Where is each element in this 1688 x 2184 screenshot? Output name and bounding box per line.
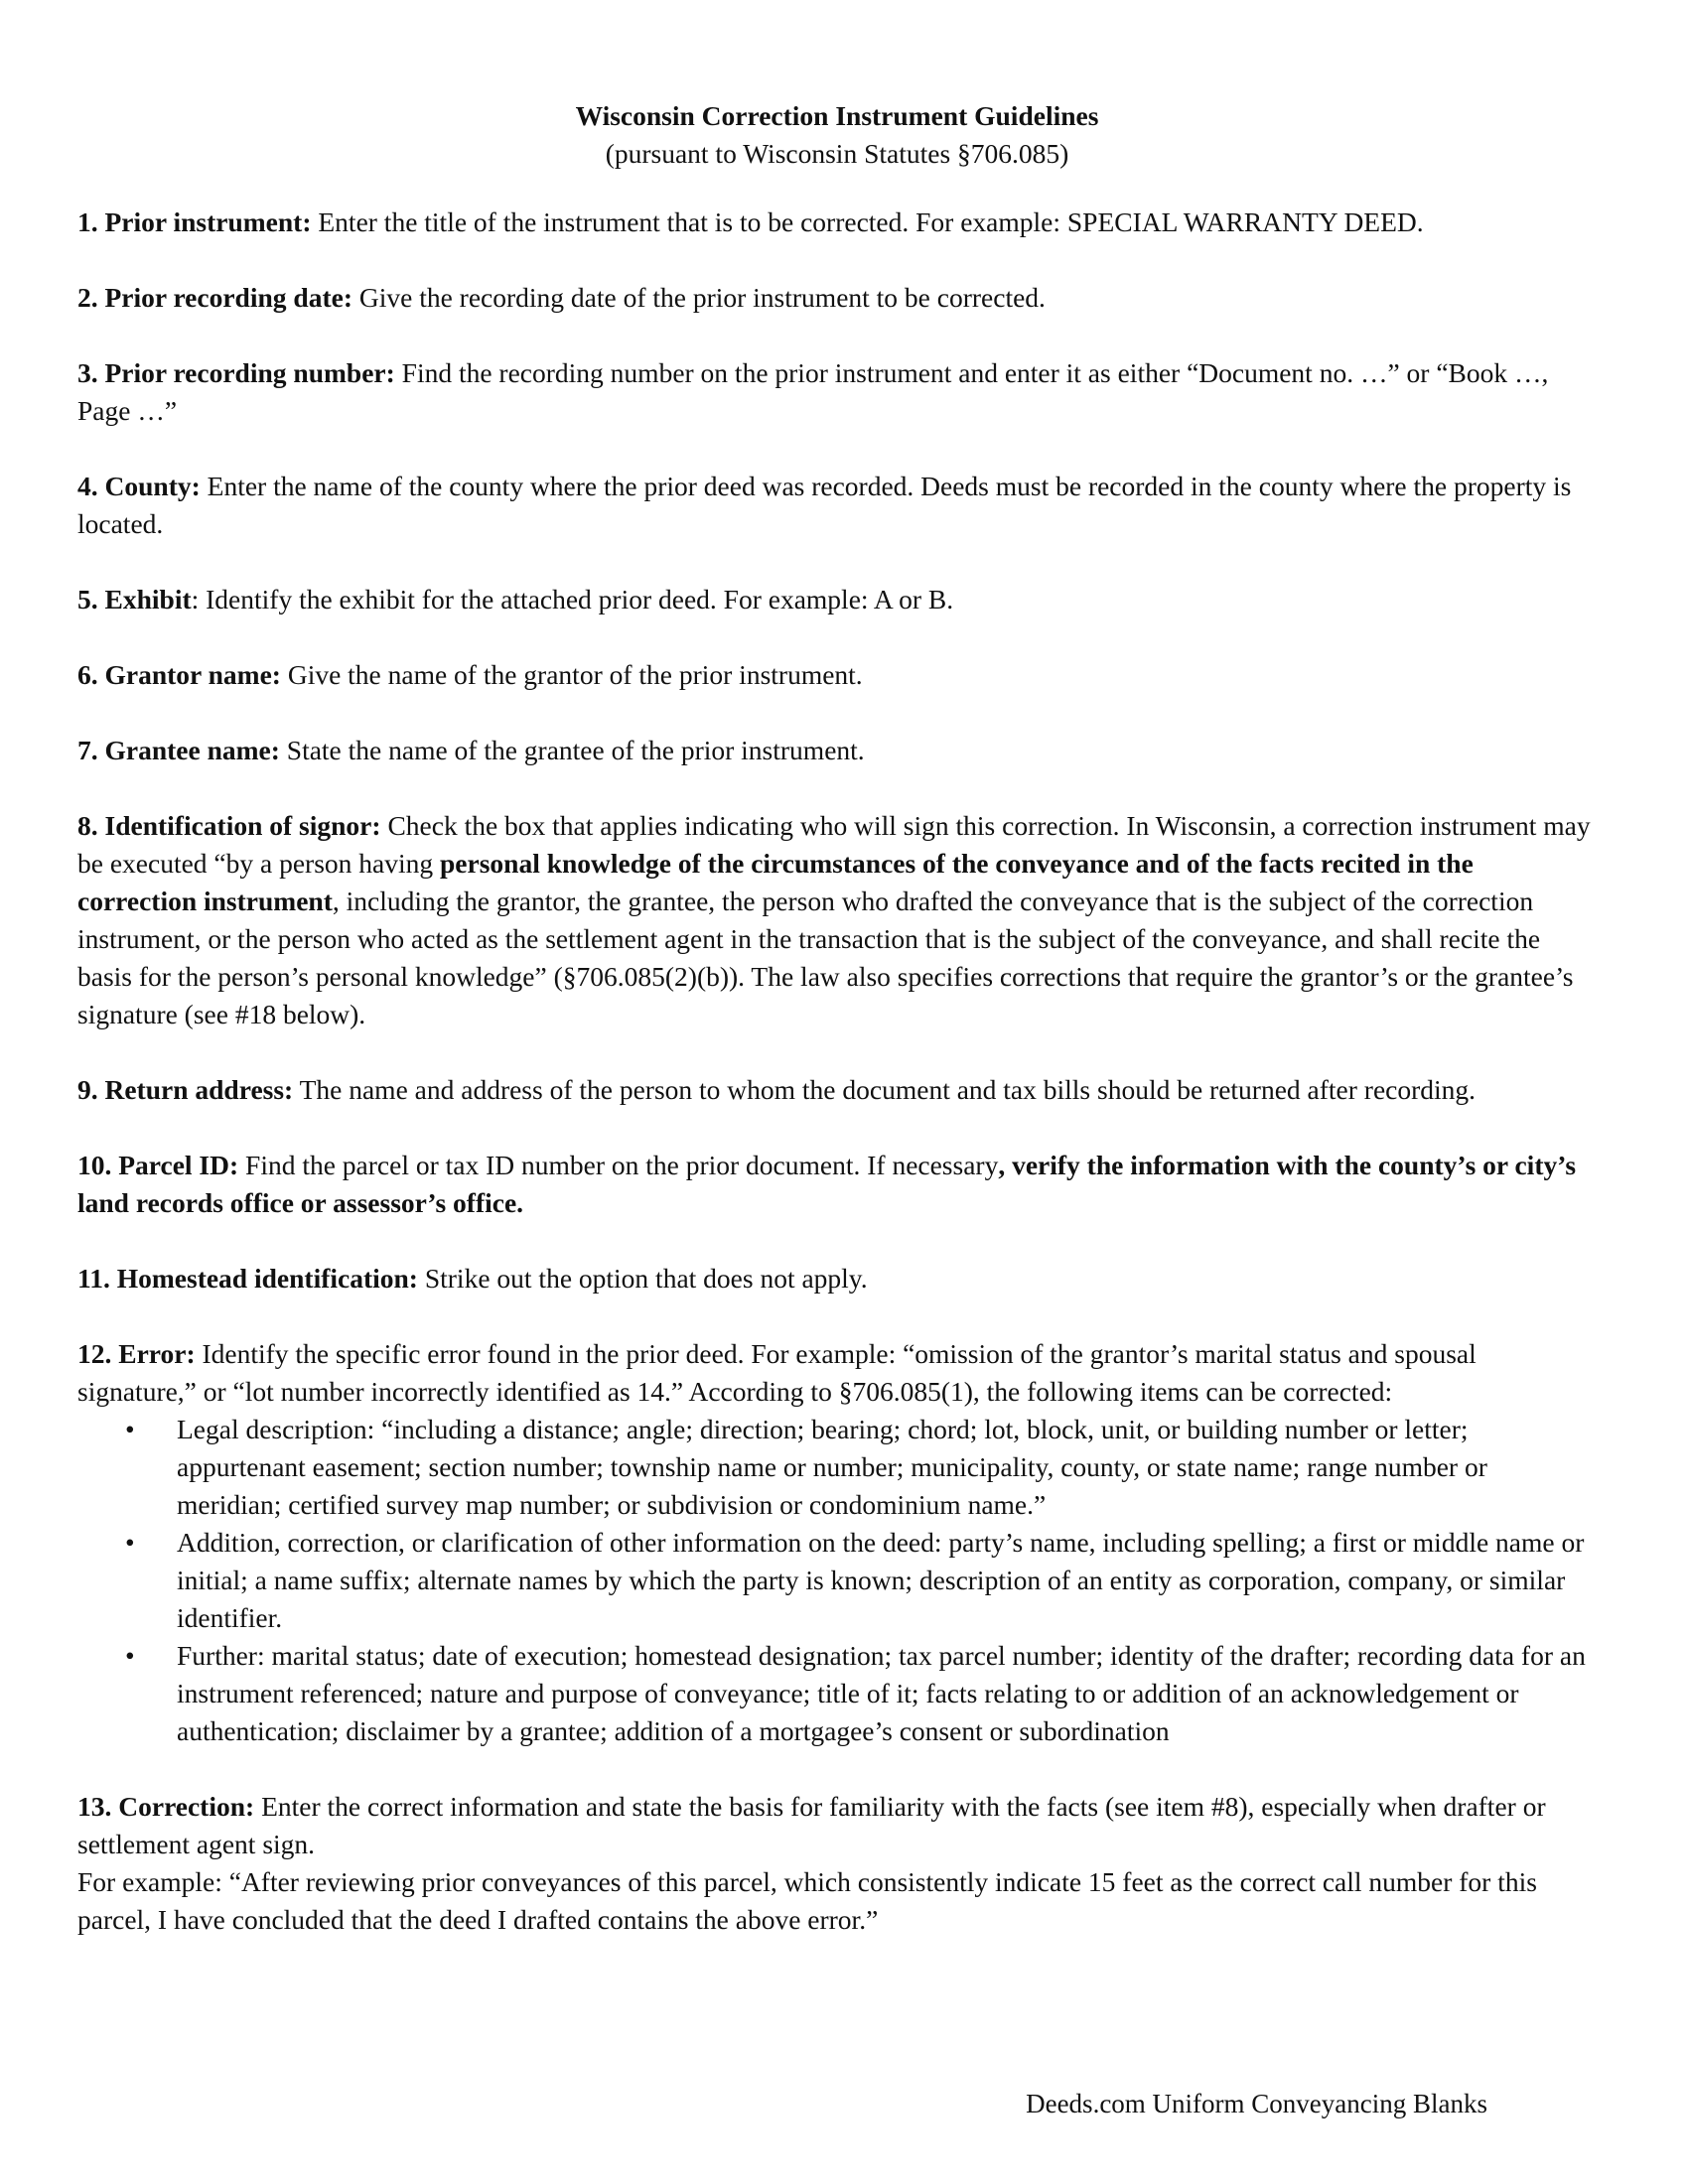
item-text: State the name of the grantee of the prior instrument.	[279, 735, 865, 765]
item-label: 2. Prior recording date:	[77, 282, 352, 313]
guideline-item-4	[77, 468, 1597, 543]
item-text: Enter the title of the instrument that is to be corrected. For example: SPECIAL WARRANTY DEED.	[311, 206, 1424, 237]
item-label: 13. Correction:	[77, 1791, 255, 1822]
guideline-item-5	[77, 581, 1597, 618]
item-text: Check the box that applies indicating who will sign this correction. In Wisconsin, a correction instrument may be executed “by a person having	[77, 810, 1591, 879]
footer-credit: Deeds.com Uniform Conveyancing Blanks	[1026, 2089, 1487, 2118]
item-label: 3. Prior recording number:	[77, 357, 395, 388]
item-label: 5. Exhibit	[77, 584, 192, 614]
item-text: Give the recording date of the prior instrument to be corrected.	[352, 282, 1046, 313]
item-text: Find the recording number on the prior instrument and enter it as either “Document no. …” or “Book …, Page …”	[77, 357, 1549, 426]
guideline-item-9	[77, 1071, 1597, 1109]
guideline-item-11	[77, 1260, 1597, 1297]
correctable-items-list	[77, 1411, 1597, 1750]
guideline-item-7	[77, 732, 1597, 769]
item-text: Strike out the option that does not apply.	[417, 1263, 868, 1294]
guideline-item-1	[77, 204, 1597, 241]
item-text: The name and address of the person to whom the document and tax bills should be returned after recording.	[293, 1074, 1477, 1105]
document-body	[77, 97, 1597, 1939]
guideline-item-2	[77, 279, 1597, 317]
item-example: For example: “After reviewing prior conveyances of this parcel, which consistently indicate 15 feet as the correct call number for this parcel, I have concluded that the deed I drafted contains the above error.”	[77, 1866, 1537, 1935]
document-subtitle: (pursuant to Wisconsin Statutes §706.085)	[605, 138, 1069, 169]
item-label: 8. Identification of signor:	[77, 810, 381, 841]
guideline-item-8	[77, 807, 1597, 1033]
guideline-item-13	[77, 1788, 1597, 1939]
item-text: Find the parcel or tax ID number on the prior document. If necessary	[238, 1150, 999, 1180]
item-label: 7. Grantee name:	[77, 735, 280, 765]
list-item: • Further: marital status; date of execution; homestead designation; tax parcel number; identity of the drafter; recording data for an instrument referenced; nature and purpose of conveyance; title of it; facts relating to or addition of an acknowledgement or authentication; disclaimer by a grantee; addition of a mortgagee’s consent or subordination	[77, 1637, 1597, 1750]
item-emphasis: , verify the information with the county’s or city’s land records office or assessor’s office.	[77, 1150, 1577, 1218]
title-block	[77, 97, 1597, 173]
item-text: Enter the correct information and state the basis for familiarity with the facts (see item #8), especially when drafter or settlement agent sign.	[77, 1791, 1546, 1859]
item-label: 9. Return address:	[77, 1074, 294, 1105]
item-label: 6. Grantor name:	[77, 659, 281, 690]
item-emphasis: personal knowledge of the circumstances of the conveyance and of the facts recited in the correction instrument	[77, 848, 1474, 916]
guideline-item-10	[77, 1147, 1597, 1222]
item-text: , including the grantor, the grantee, the person who drafted the conveyance that is the subject of the correction instrument, or the person who acted as the settlement agent in the transaction that is the subject of the conveyance, and shall recite the basis for the person’s personal knowledge” (§706.085(2)(b)). The law also specifies corrections that require the grantor’s or the grantee’s signature (see #18 below).	[77, 886, 1574, 1029]
item-label: 11. Homestead identification:	[77, 1263, 418, 1294]
item-label: 4. County:	[77, 471, 201, 501]
document-title: Wisconsin Correction Instrument Guidelines	[575, 100, 1099, 131]
item-text: Identify the specific error found in the prior deed. For example: “omission of the grantor’s marital status and spousal signature,” or “lot number incorrectly identified as 14.” According to §706.085(1), the following items can be corrected:	[77, 1338, 1477, 1407]
item-paragraph	[77, 1788, 1597, 1863]
item-label: 12. Error:	[77, 1338, 196, 1369]
list-item: • Legal description: “including a distance; angle; direction; bearing; chord; lot, block, unit, or building number or letter; appurtenant easement; section number; township name or number; municipality, county, or state name; range number or meridian; certified survey map number; or subdivision or condominium name.”	[77, 1411, 1597, 1524]
list-item: • Addition, correction, or clarification of other information on the deed: party’s name, including spelling; a first or middle name or initial; a name suffix; alternate names by which the party is known; description of an entity as corporation, company, or similar identifier.	[77, 1524, 1597, 1637]
guideline-item-3	[77, 354, 1597, 430]
item-text: Enter the name of the county where the prior deed was recorded. Deeds must be recorded in the county where the property is located.	[77, 471, 1572, 539]
item-text: : Identify the exhibit for the attached prior deed. For example: A or B.	[191, 584, 954, 614]
item-text: Give the name of the grantor of the prior instrument.	[280, 659, 863, 690]
item-label: 1. Prior instrument:	[77, 206, 312, 237]
item-label: 10. Parcel ID:	[77, 1150, 239, 1180]
guideline-item-6	[77, 656, 1597, 694]
item-paragraph	[77, 1335, 1597, 1411]
guideline-item-12	[77, 1335, 1597, 1750]
